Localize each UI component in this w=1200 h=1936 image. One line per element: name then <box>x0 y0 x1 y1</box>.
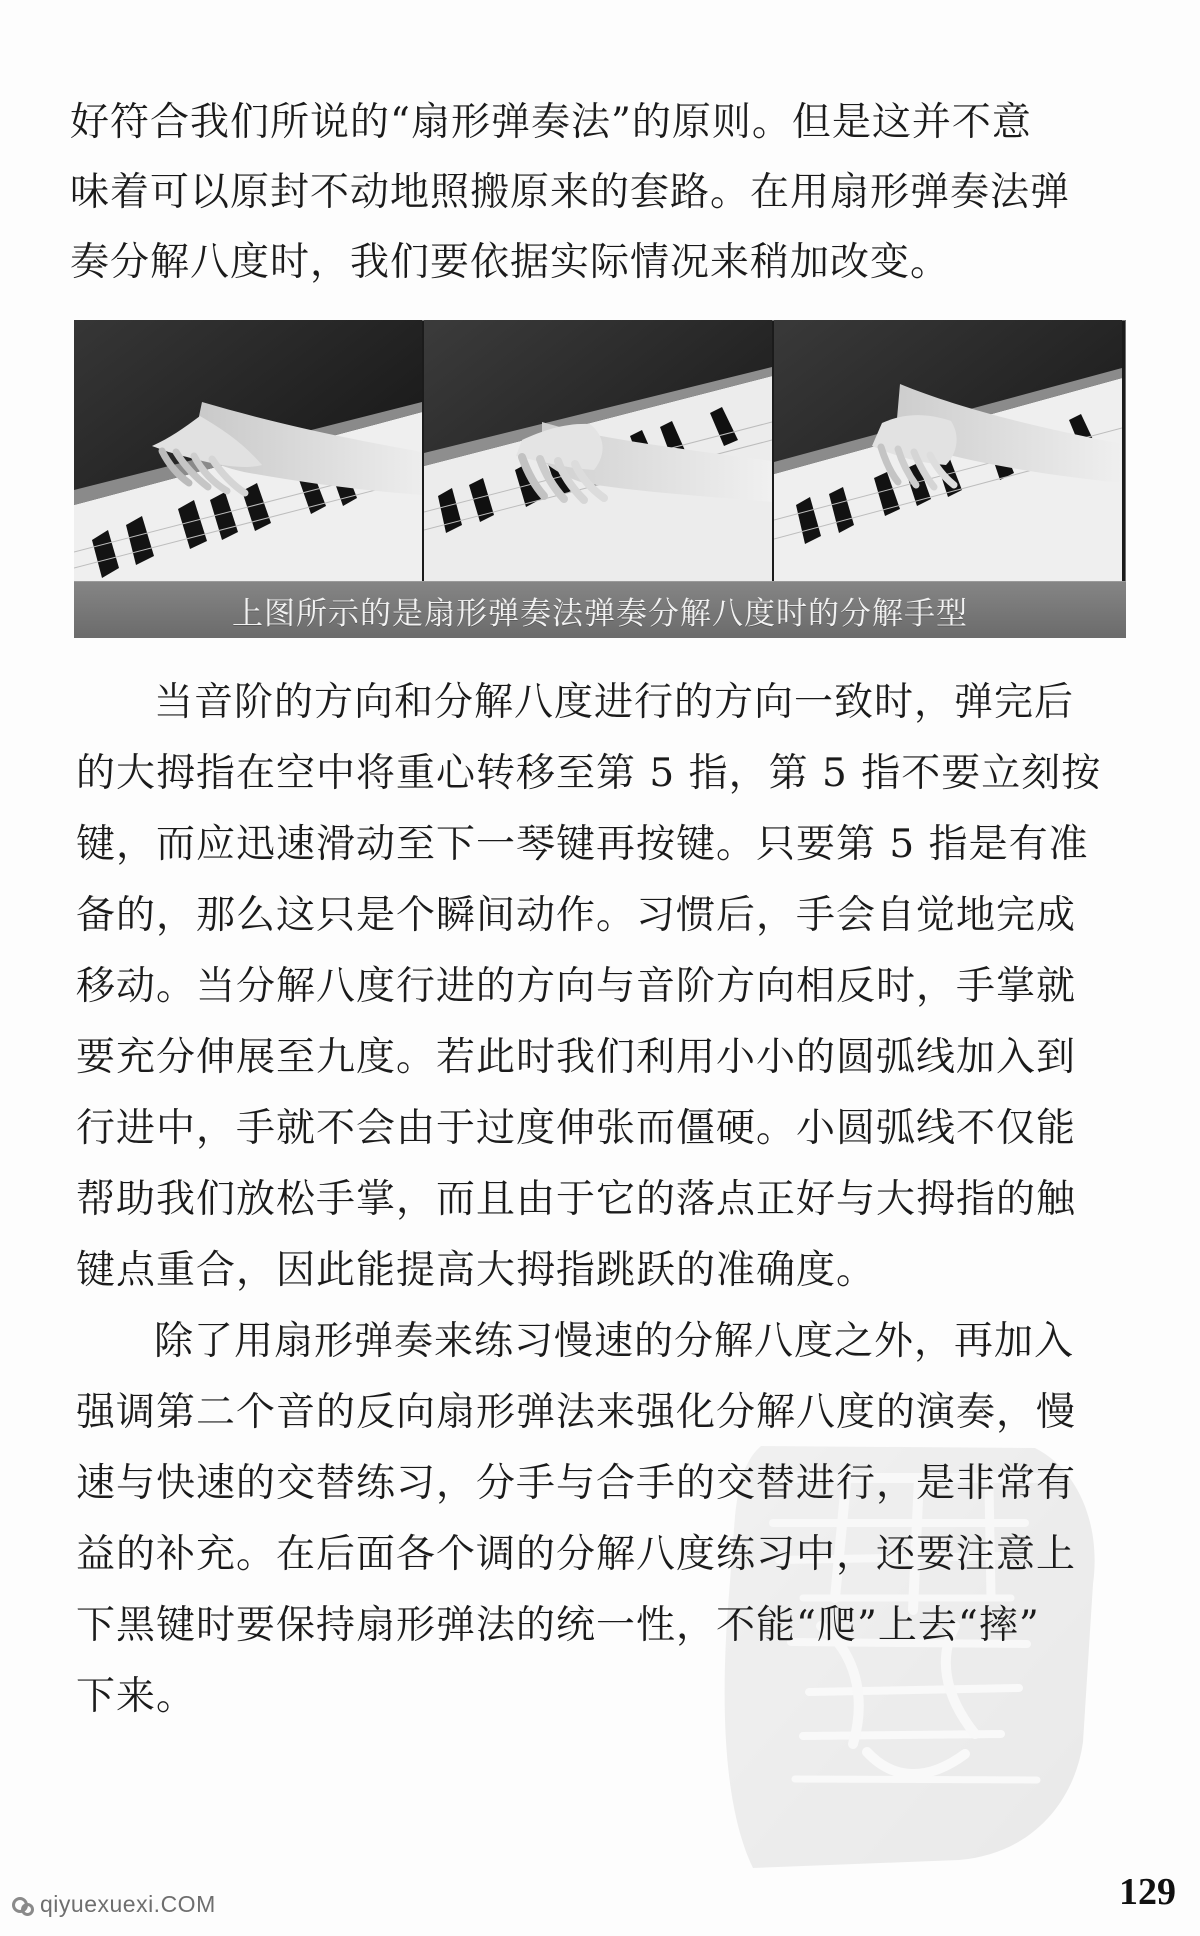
intro-line: 味着可以原封不动地照搬原来的套路。在用扇形弹奏法弹 <box>70 170 1071 215</box>
hand-position-figure <box>74 320 1126 638</box>
intro-line: 奏分解八度时，我们要依据实际情况来稍加改变。 <box>70 240 951 285</box>
intro-line: 好符合我们所说的“扇形弹奏法”的原则。但是这并不意 <box>70 100 1032 145</box>
intro-paragraph <box>70 88 1130 298</box>
paragraph-line: 下来。 <box>76 1674 197 1719</box>
piano-hand-photo-2 <box>424 320 772 582</box>
paragraph-line: 备的，那么这只是个瞬间动作。习惯后，手会自觉地完成 <box>76 893 1077 938</box>
page-number: 129 <box>1119 1871 1176 1913</box>
figure-caption: 上图所示的是扇形弹奏法弹奏分解八度时的分解手型 <box>232 595 968 632</box>
site-watermark-text: qiyuexuexi.COM <box>40 1891 216 1917</box>
paragraph-line: 行进中，手就不会由于过度伸张而僵硬。小圆弧线不仅能 <box>76 1106 1077 1151</box>
paragraph-line: 要充分伸展至九度。若此时我们利用小小的圆弧线加入到 <box>76 1035 1077 1080</box>
paragraph-line: 益的补充。在后面各个调的分解八度练习中，还要注意上 <box>76 1532 1077 1577</box>
site-logo-icon <box>12 1895 32 1915</box>
paragraph-line: 强调第二个音的反向扇形弹法来强化分解八度的演奏，慢 <box>76 1390 1077 1435</box>
paragraph-line: 的大拇指在空中将重心转移至第 5 指，第 5 指不要立刻按 <box>76 751 1102 796</box>
main-text <box>76 667 1136 1732</box>
paragraph-line: 除了用扇形弹奏来练习慢速的分解八度之外，再加入 <box>154 1319 1075 1364</box>
paragraph-line: 帮助我们放松手掌，而且由于它的落点正好与大拇指的触 <box>76 1177 1077 1222</box>
piano-hand-photo-3 <box>774 320 1122 582</box>
site-watermark <box>12 1891 216 1918</box>
paragraph-line: 键，而应迅速滑动至下一琴键再按键。只要第 5 指是有准 <box>76 822 1089 867</box>
paragraph-line: 当音阶的方向和分解八度进行的方向一致时，弹完后 <box>154 680 1075 725</box>
paragraph-line: 键点重合，因此能提高大拇指跳跃的准确度。 <box>76 1248 877 1293</box>
paragraph-line: 下黑键时要保持扇形弹法的统一性，不能“爬”上去“摔” <box>76 1603 1040 1648</box>
paragraph-line: 移动。当分解八度行进的方向与音阶方向相反时，手掌就 <box>76 964 1077 1009</box>
piano-hand-photo-1 <box>74 320 422 582</box>
figure-caption-bar <box>74 581 1126 638</box>
paragraph-line: 速与快速的交替练习，分手与合手的交替进行，是非常有 <box>76 1461 1077 1506</box>
